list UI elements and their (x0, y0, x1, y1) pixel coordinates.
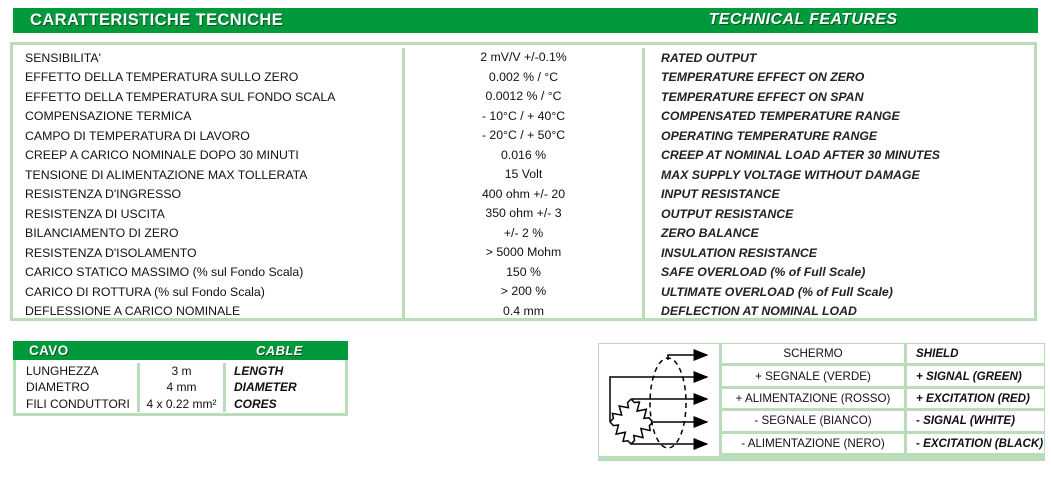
spec-table-row (13, 87, 1034, 107)
header-title-italian: CARATTERISTICHE TECNICHE (30, 11, 284, 29)
spec-value: - 20°C / + 50°C (402, 126, 645, 146)
cable-table-row (16, 363, 345, 379)
spec-label-english: INPUT RESISTANCE (661, 187, 780, 202)
spec-table-row (13, 224, 1034, 244)
wire-label-italian: - SEGNALE (BIANCO) (754, 414, 872, 428)
spec-label-english: CREEP AT NOMINAL LOAD AFTER 30 MINUTES (661, 148, 940, 163)
cable-label-italian: FILI CONDUTTORI (26, 396, 130, 411)
spec-table-row (13, 185, 1034, 205)
cable-title-english: CABLE (256, 343, 303, 358)
spec-label-italian: RESISTENZA D'ISOLAMENTO (25, 245, 197, 260)
cable-value: 3 m (137, 363, 226, 379)
wire-label-english: - SIGNAL (WHITE) (904, 411, 1044, 430)
spec-label-italian: TENSIONE DI ALIMENTAZIONE MAX TOLLERATA (25, 167, 308, 182)
spec-value: 2 mV/V +/-0.1% (402, 48, 645, 68)
spec-label-english: RATED OUTPUT (661, 50, 757, 65)
wire-label-italian: SCHERMO (783, 347, 843, 361)
cable-label-italian: LUNGHEZZA (26, 364, 99, 379)
cable-table-row (16, 396, 345, 412)
spec-label-italian: CAMPO DI TEMPERATURA DI LAVORO (25, 128, 250, 143)
cable-shield-ellipse (650, 358, 686, 448)
spec-value: 350 ohm +/- 3 (402, 204, 645, 224)
spec-label-italian: EFFETTO DELLA TEMPERATURA SULLO ZERO (25, 70, 299, 85)
cable-label-italian: DIAMETRO (26, 380, 90, 395)
cable-value: 4 mm (137, 379, 226, 395)
spec-table-row (13, 165, 1034, 185)
spec-label-english: OPERATING TEMPERATURE RANGE (661, 128, 878, 143)
spec-label-english: COMPENSATED TEMPERATURE RANGE (661, 109, 900, 124)
spec-value: 400 ohm +/- 20 (402, 185, 645, 205)
spec-table-row (13, 204, 1034, 224)
cable-table-row (16, 379, 345, 395)
spec-value: 0.4 mm (402, 302, 645, 322)
wiring-table-row (722, 411, 1044, 433)
spec-label-italian: CARICO STATICO MASSIMO (% sul Fondo Scala) (25, 265, 304, 280)
wire-label-english: + EXCITATION (RED) (904, 389, 1044, 408)
wiring-table-row (722, 434, 1044, 456)
spec-label-english: TEMPERATURE EFFECT ON SPAN (661, 89, 864, 104)
spec-table (10, 42, 1037, 321)
spec-label-italian: BILANCIAMENTO DI ZERO (25, 226, 179, 241)
wire-label-italian: + SEGNALE (VERDE) (755, 369, 871, 383)
wheatstone-bridge-icon (607, 396, 656, 447)
spec-label-english: SAFE OVERLOAD (% of Full Scale) (661, 265, 866, 280)
spec-value: > 200 % (402, 282, 645, 302)
spec-label-italian: RESISTENZA DI USCITA (25, 206, 165, 221)
wiring-table (719, 344, 1044, 456)
spec-label-italian: DEFLESSIONE A CARICO NOMINALE (25, 304, 241, 319)
cable-label-english: DIAMETER (234, 380, 297, 395)
wire-lines (610, 355, 707, 444)
wire-label-italian: + ALIMENTAZIONE (ROSSO) (735, 391, 891, 405)
spec-table-row (13, 68, 1034, 88)
spec-label-italian: CREEP A CARICO NOMINALE DOPO 30 MINUTI (25, 148, 299, 163)
spec-value: +/- 2 % (402, 224, 645, 244)
cable-header-bar (13, 341, 348, 360)
cable-title-italian: CAVO (29, 343, 69, 358)
wire-label-italian: - ALIMENTAZIONE (NERO) (741, 436, 885, 450)
wire-label-english: SHIELD (904, 344, 1044, 363)
technical-features-header-bar (13, 8, 1038, 33)
spec-table-row (13, 263, 1034, 283)
spec-table-row (13, 48, 1034, 68)
wire-label-english: + SIGNAL (GREEN) (904, 366, 1044, 385)
spec-label-english: ULTIMATE OVERLOAD (% of Full Scale) (661, 284, 893, 299)
cable-value: 4 x 0.22 mm² (137, 396, 226, 412)
spec-table-row (13, 302, 1034, 322)
spec-table-row (13, 146, 1034, 166)
spec-label-english: DEFLECTION AT NOMINAL LOAD (661, 304, 857, 319)
spec-value: 0.0012 % / °C (402, 87, 645, 107)
spec-label-italian: SENSIBILITA' (25, 50, 101, 65)
spec-value: 150 % (402, 263, 645, 283)
wiring-table-row (722, 344, 1044, 366)
spec-label-english: INSULATION RESISTANCE (661, 245, 817, 260)
wheatstone-bridge-with-shield-icon (599, 344, 719, 456)
cable-table (13, 360, 348, 416)
spec-label-italian: COMPENSAZIONE TERMICA (25, 109, 192, 124)
wiring-section (598, 343, 1045, 461)
spec-table-row (13, 126, 1034, 146)
spec-label-italian: CARICO DI ROTTURA (% sul Fondo Scala) (25, 284, 265, 299)
spec-label-english: OUTPUT RESISTANCE (661, 206, 794, 221)
wire-label-english: - EXCITATION (BLACK) (904, 434, 1044, 453)
spec-label-italian: EFFETTO DELLA TEMPERATURA SUL FONDO SCALA (25, 89, 336, 104)
wiring-table-row (722, 366, 1044, 388)
spec-value: > 5000 Mohm (402, 243, 645, 263)
wiring-table-row (722, 389, 1044, 411)
spec-table-row (13, 243, 1034, 263)
cable-label-english: CORES (234, 396, 277, 411)
spec-label-english: ZERO BALANCE (661, 226, 759, 241)
spec-table-row (13, 282, 1034, 302)
spec-value: - 10°C / + 40°C (402, 107, 645, 127)
header-title-english: TECHNICAL FEATURES (708, 11, 898, 28)
spec-label-italian: RESISTENZA D'INGRESSO (25, 187, 182, 202)
cable-label-english: LENGTH (234, 364, 284, 379)
spec-value: 0.016 % (402, 146, 645, 166)
spec-table-row (13, 107, 1034, 127)
spec-value: 15 Volt (402, 165, 645, 185)
spec-label-english: MAX SUPPLY VOLTAGE WITHOUT DAMAGE (661, 167, 920, 182)
spec-label-english: TEMPERATURE EFFECT ON ZERO (661, 70, 865, 85)
spec-value: 0.002 % / °C (402, 68, 645, 88)
